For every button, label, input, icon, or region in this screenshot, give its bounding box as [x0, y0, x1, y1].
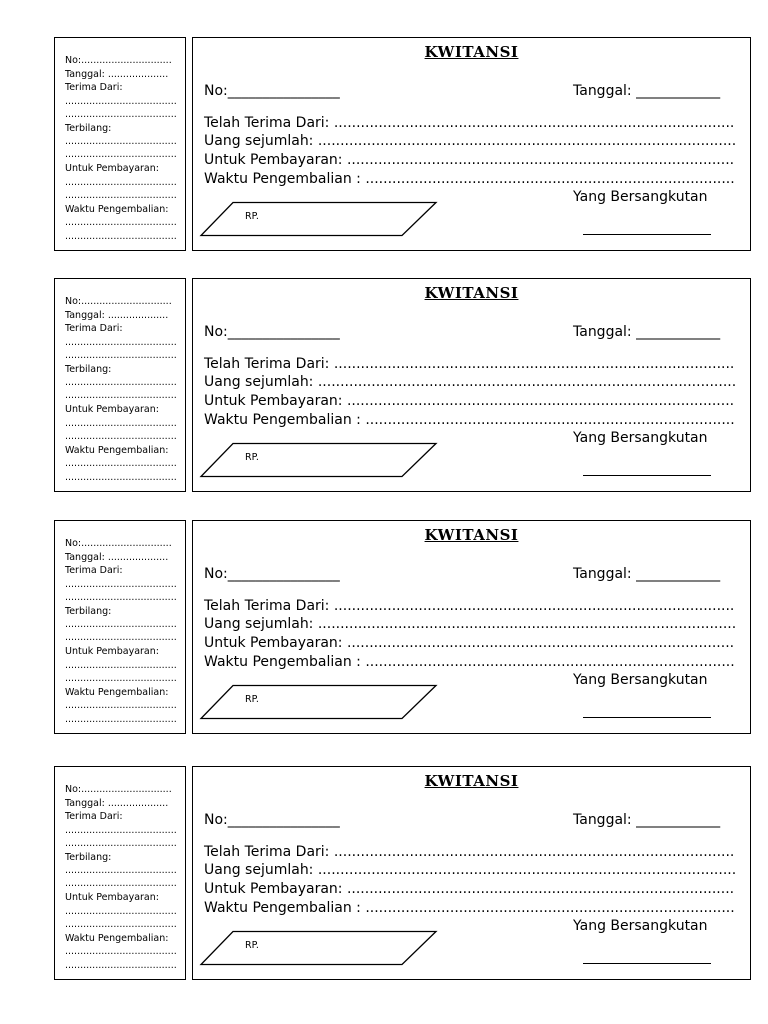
- stub-date-field: Tanggal: ....................: [65, 310, 169, 321]
- rp-amount-box: [199, 201, 439, 237]
- stub-dotted-line: .....................................: [65, 919, 177, 930]
- stub-dotted-line: .....................................: [65, 431, 177, 442]
- receipt-stub: [54, 278, 186, 492]
- receipt-stub: [54, 520, 186, 734]
- rp-amount-box: [199, 442, 439, 478]
- stub-dotted-line: .....................................: [65, 838, 177, 849]
- stub-dotted-line: .....................................: [65, 418, 177, 429]
- receipt-no-field: No:________________: [204, 83, 340, 99]
- stub-received-from-label: Terima Dari:: [65, 565, 123, 576]
- stub-return-time-label: Waktu Pengembalian:: [65, 445, 169, 456]
- received-from-field: Telah Terima Dari: ..........................................................................................: [204, 115, 735, 131]
- stub-dotted-line: .....................................: [65, 673, 177, 684]
- rp-amount-box: [199, 930, 439, 966]
- stub-dotted-line: .....................................: [65, 190, 177, 201]
- receipt-main: [192, 520, 751, 734]
- amount-field: Uang sejumlah: ..............................................................................................: [204, 374, 737, 390]
- receipt-date-field: Tanggal: ____________: [573, 566, 721, 582]
- stub-amount-words-label: Terbilang:: [65, 852, 112, 863]
- signatory-label: Yang Bersangkutan: [573, 672, 708, 688]
- stub-dotted-line: .....................................: [65, 700, 177, 711]
- stub-dotted-line: .....................................: [65, 109, 177, 120]
- receipt-title: KWITANSI: [424, 284, 519, 302]
- receipt-no-field: No:________________: [204, 324, 340, 340]
- payment-purpose-field: Untuk Pembayaran: .......................................................................................: [204, 393, 735, 409]
- stub-return-time-label: Waktu Pengembalian:: [65, 204, 169, 215]
- receipt-stub: [54, 37, 186, 251]
- stub-date-field: Tanggal: ....................: [65, 798, 169, 809]
- stub-no-field: No:..............................: [65, 55, 172, 66]
- receipt-no-field: No:________________: [204, 812, 340, 828]
- receipt: [0, 520, 768, 740]
- stub-no-field: No:..............................: [65, 538, 172, 549]
- rp-amount-box: [199, 684, 439, 720]
- stub-no-field: No:..............................: [65, 784, 172, 795]
- signature-line: [583, 475, 711, 476]
- signatory-label: Yang Bersangkutan: [573, 918, 708, 934]
- payment-purpose-field: Untuk Pembayaran: .......................................................................................: [204, 881, 735, 897]
- receipt-main: [192, 278, 751, 492]
- stub-dotted-line: .....................................: [65, 660, 177, 671]
- receipt-date-field: Tanggal: ____________: [573, 83, 721, 99]
- receipt-date-field: Tanggal: ____________: [573, 324, 721, 340]
- rp-label: RP.: [245, 940, 259, 951]
- signatory-label: Yang Bersangkutan: [573, 189, 708, 205]
- stub-dotted-line: .....................................: [65, 458, 177, 469]
- receipt-main: [192, 766, 751, 980]
- received-from-field: Telah Terima Dari: ..........................................................................................: [204, 598, 735, 614]
- rp-label: RP.: [245, 211, 259, 222]
- receipt-date-field: Tanggal: ____________: [573, 812, 721, 828]
- receipt-title: KWITANSI: [424, 772, 519, 790]
- stub-return-time-label: Waktu Pengembalian:: [65, 687, 169, 698]
- rp-label: RP.: [245, 452, 259, 463]
- stub-dotted-line: .....................................: [65, 472, 177, 483]
- stub-amount-words-label: Terbilang:: [65, 123, 112, 134]
- stub-date-field: Tanggal: ....................: [65, 69, 169, 80]
- received-from-field: Telah Terima Dari: ..........................................................................................: [204, 844, 735, 860]
- signature-line: [583, 717, 711, 718]
- stub-no-field: No:..............................: [65, 296, 172, 307]
- stub-dotted-line: .....................................: [65, 337, 177, 348]
- stub-amount-words-label: Terbilang:: [65, 606, 112, 617]
- stub-dotted-line: .....................................: [65, 825, 177, 836]
- stub-received-from-label: Terima Dari:: [65, 811, 123, 822]
- stub-dotted-line: .....................................: [65, 149, 177, 160]
- stub-dotted-line: .....................................: [65, 619, 177, 630]
- signatory-label: Yang Bersangkutan: [573, 430, 708, 446]
- return-time-field: Waktu Pengembalian : ...................................................................................: [204, 412, 735, 428]
- stub-payment-purpose-label: Untuk Pembayaran:: [65, 404, 159, 415]
- stub-dotted-line: .....................................: [65, 377, 177, 388]
- receipt-title: KWITANSI: [424, 526, 519, 544]
- signature-line: [583, 963, 711, 964]
- stub-date-field: Tanggal: ....................: [65, 552, 169, 563]
- stub-payment-purpose-label: Untuk Pembayaran:: [65, 163, 159, 174]
- amount-field: Uang sejumlah: ..............................................................................................: [204, 862, 737, 878]
- stub-return-time-label: Waktu Pengembalian:: [65, 933, 169, 944]
- stub-dotted-line: .....................................: [65, 946, 177, 957]
- receipt-title: KWITANSI: [424, 43, 519, 61]
- stub-dotted-line: .....................................: [65, 960, 177, 971]
- receipt-main: [192, 37, 751, 251]
- return-time-field: Waktu Pengembalian : ...................................................................................: [204, 900, 735, 916]
- receipt: [0, 766, 768, 986]
- stub-dotted-line: .....................................: [65, 906, 177, 917]
- stub-dotted-line: .....................................: [65, 217, 177, 228]
- receipt: [0, 278, 768, 498]
- received-from-field: Telah Terima Dari: ..........................................................................................: [204, 356, 735, 372]
- stub-dotted-line: .....................................: [65, 878, 177, 889]
- stub-payment-purpose-label: Untuk Pembayaran:: [65, 892, 159, 903]
- receipt-stub: [54, 766, 186, 980]
- stub-dotted-line: .....................................: [65, 579, 177, 590]
- stub-amount-words-label: Terbilang:: [65, 364, 112, 375]
- stub-dotted-line: .....................................: [65, 350, 177, 361]
- stub-payment-purpose-label: Untuk Pembayaran:: [65, 646, 159, 657]
- return-time-field: Waktu Pengembalian : ...................................................................................: [204, 171, 735, 187]
- stub-dotted-line: .....................................: [65, 865, 177, 876]
- stub-dotted-line: .....................................: [65, 96, 177, 107]
- receipt-no-field: No:________________: [204, 566, 340, 582]
- rp-label: RP.: [245, 694, 259, 705]
- stub-dotted-line: .....................................: [65, 231, 177, 242]
- payment-purpose-field: Untuk Pembayaran: .......................................................................................: [204, 635, 735, 651]
- stub-dotted-line: .....................................: [65, 390, 177, 401]
- return-time-field: Waktu Pengembalian : ...................................................................................: [204, 654, 735, 670]
- signature-line: [583, 234, 711, 235]
- stub-dotted-line: .....................................: [65, 136, 177, 147]
- stub-dotted-line: .....................................: [65, 177, 177, 188]
- receipt: [0, 37, 768, 257]
- stub-received-from-label: Terima Dari:: [65, 323, 123, 334]
- stub-dotted-line: .....................................: [65, 592, 177, 603]
- payment-purpose-field: Untuk Pembayaran: .......................................................................................: [204, 152, 735, 168]
- stub-dotted-line: .....................................: [65, 714, 177, 725]
- stub-received-from-label: Terima Dari:: [65, 82, 123, 93]
- stub-dotted-line: .....................................: [65, 632, 177, 643]
- amount-field: Uang sejumlah: ..............................................................................................: [204, 616, 737, 632]
- amount-field: Uang sejumlah: ..............................................................................................: [204, 133, 737, 149]
